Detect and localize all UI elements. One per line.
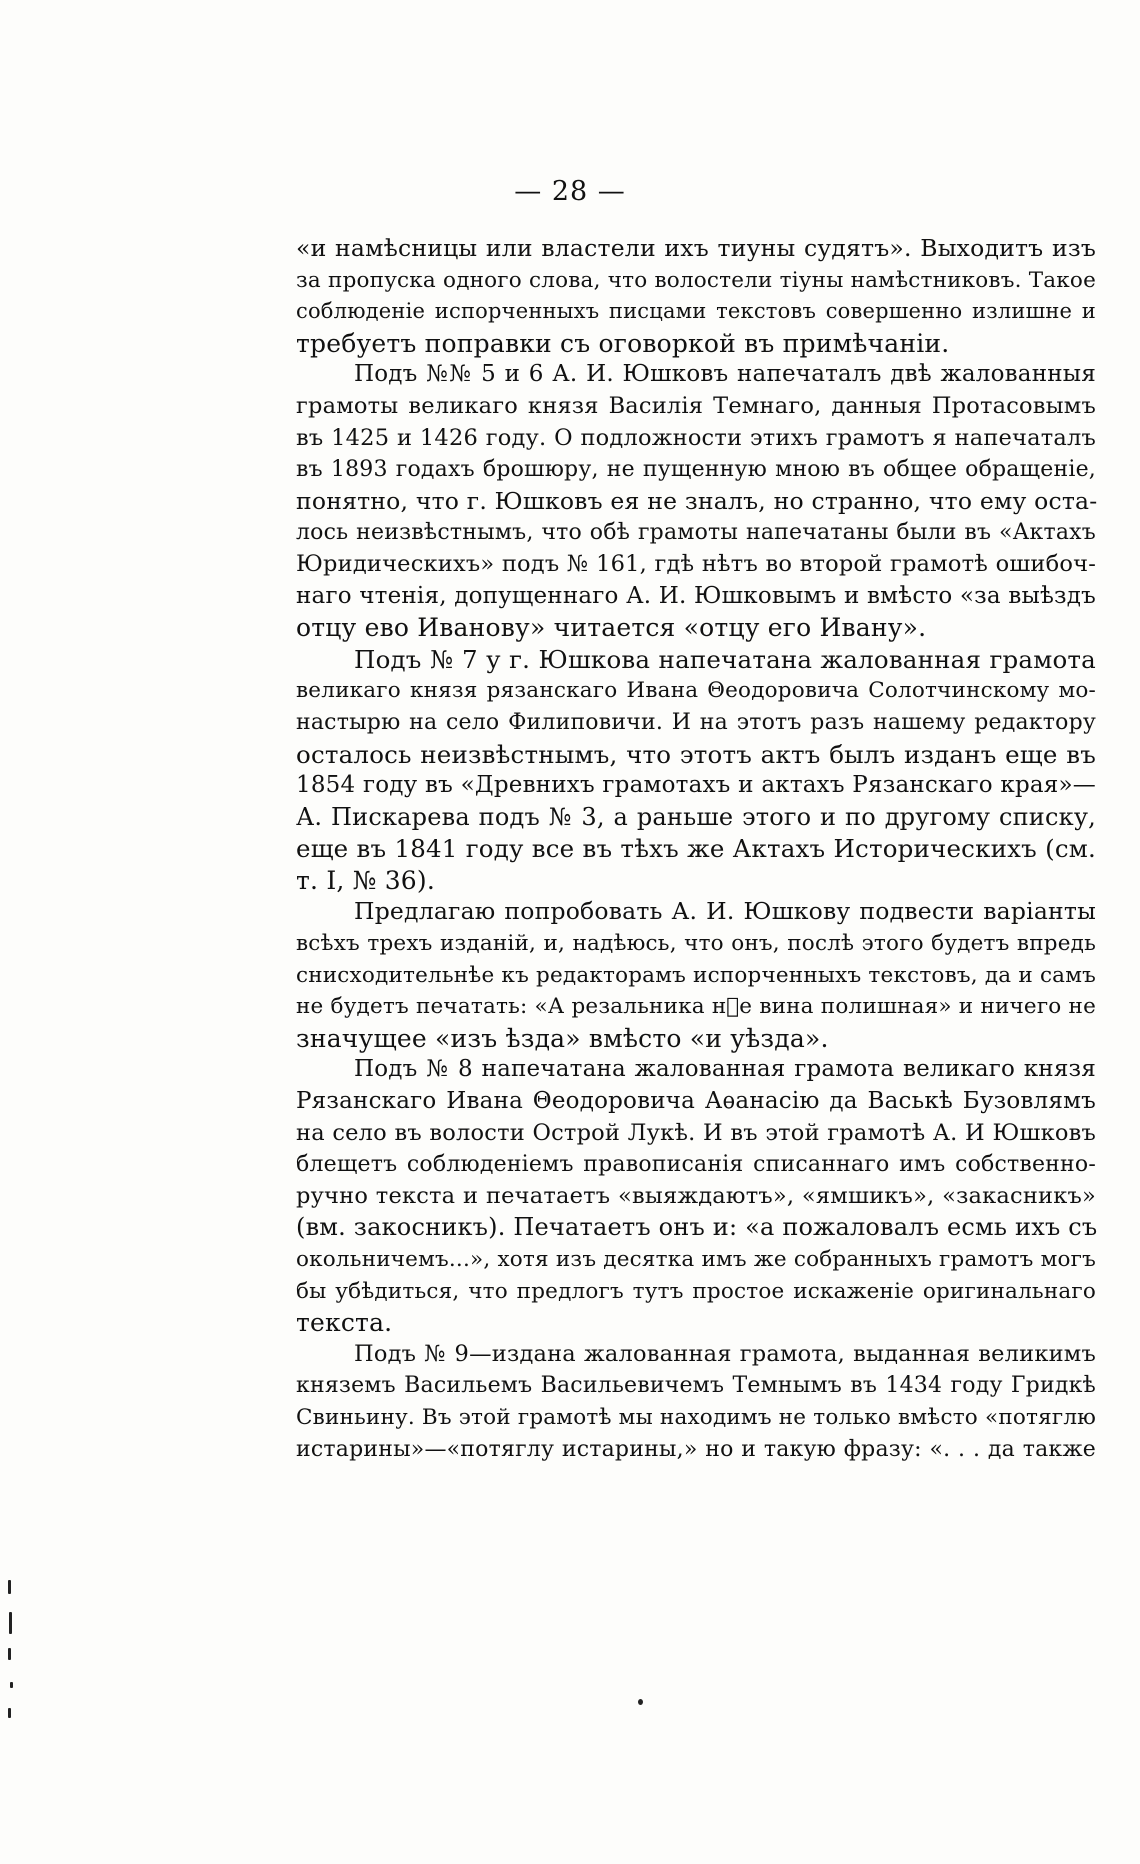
text-line: понятно, что г. Юшковъ ея не зналъ, но странно, что ему оста- (296, 486, 1098, 515)
page-number: — 28 — (514, 176, 626, 207)
scan-dot (638, 1699, 643, 1705)
scan-speck (8, 1580, 11, 1594)
scan-speck (8, 1708, 11, 1718)
text-line: А. Пискарева подъ № 3, а раньше этого и по другому списку, (296, 802, 1096, 831)
scan-speck (10, 1682, 13, 1688)
text-line: лось неизвѣстнымъ, что обѣ грамоты напечатаны были въ «Актахъ (296, 520, 1096, 546)
text-line: осталось неизвѣстнымъ, что этотъ актъ былъ изданъ еще въ (296, 739, 1096, 769)
text-line: еще въ 1841 году все въ тѣхъ же Актахъ Историческихъ (см. (296, 834, 1096, 864)
text-line: великаго князя рязанскаго Ивана Θеодоровича Солотчинскому мо- (296, 678, 1096, 704)
paragraph-start-line: Подъ № 7 у г. Юшкова напечатана жалованная грамота (354, 644, 1096, 674)
text-line: значущее «изъ ѣзда» вмѣсто «и уѣзда». (296, 1023, 829, 1053)
text-line: соблюденіе испорченныхъ писцами текстовъ совершенно излишне и (296, 299, 1096, 324)
text-line: 1854 году въ «Древнихъ грамотахъ и актахъ Рязанскаго края»— (296, 772, 1096, 799)
text-line: за пропуска одного слова, что волостели тіуны намѣстниковъ. Такое (296, 267, 1096, 293)
paragraph-start-line: Подъ №№ 5 и 6 А. И. Юшковъ напечаталъ двѣ жалованныя (354, 361, 1096, 388)
text-line: всѣхъ трехъ изданій, и, надѣюсь, что онъ, послѣ этого будетъ впредь (296, 931, 1096, 957)
text-line: въ 1893 годахъ брошюру, не пущенную мною въ общее обращеніе, (296, 457, 1096, 483)
text-line: ручно текста и печатаетъ «выяждаютъ», «ямшикъ», «закасникъ» (296, 1182, 1096, 1209)
scan-speck (9, 1612, 12, 1634)
text-line: въ 1425 и 1426 году. О подложности этихъ грамотъ я напечаталъ (296, 424, 1096, 451)
text-line: бы убѣдиться, что предлогъ тутъ простое искаженіе оригинальнаго (296, 1278, 1096, 1304)
text-line: настырю на село Филиповичи. И на этотъ разъ нашему редактору (296, 709, 1096, 735)
text-line: т. I, № 36). (296, 865, 436, 895)
text-line: требуетъ поправки съ оговоркой въ примѣчаніи. (296, 328, 950, 358)
text-line: Юридическихъ» подъ № 161, гдѣ нѣтъ во второй грамотѣ ошибоч- (296, 550, 1096, 577)
body-text (296, 233, 1096, 1465)
text-line: окольничемъ...», хотя изъ десятка имъ же собранныхъ грамотъ могъ (296, 1247, 1096, 1272)
text-line: Рязанскаго Ивана Θеодоровича Аѳанасію да Васькѣ Бузовлямъ (296, 1088, 1096, 1115)
text-line: не будетъ печатать: «А резальника н꙯е вина полишная» и ничего не (296, 994, 1096, 1020)
text-line: отцу ево Иванову» читается «отцу его Ивану». (296, 613, 927, 643)
paragraph-start-line: Подъ № 8 напечатана жалованная грамота великаго князя (354, 1056, 1096, 1083)
text-line: снисходительнѣе къ редакторамъ испорченныхъ текстовъ, да и самъ (296, 962, 1096, 988)
text-line: (вм. закосникъ). Печатаетъ онъ и: «а пожаловалъ есмь ихъ съ (296, 1213, 1098, 1242)
paragraph-start-line: Предлагаю попробовать А. И. Юшкову подвести варіанты (354, 897, 1096, 926)
paragraph-start-line: Подъ № 9—издана жалованная грамота, выданная великимъ (354, 1340, 1096, 1367)
text-line: Свиньину. Въ этой грамотѣ мы находимъ не только вмѣсто «потяглю (296, 1404, 1097, 1430)
text-line: истарины»—«потяглу истарины,» но и такую фразу: «. . . да также (296, 1436, 1096, 1462)
text-line: грамоты великаго князя Василія Темнаго, данныя Протасовымъ (296, 392, 1096, 419)
text-line: «и намѣсницы или властели ихъ тиуны судятъ». Выходитъ изъ (296, 234, 1096, 262)
text-line: на село въ волости Острой Лукѣ. И въ этой грамотѣ А. И Юшковъ (296, 1119, 1096, 1146)
text-line: блещетъ соблюденіемъ правописанія списаннаго имъ собственно- (296, 1152, 1096, 1178)
text-line: княземъ Васильемъ Васильевичемъ Темнымъ въ 1434 году Гридкѣ (296, 1373, 1096, 1399)
scan-speck (8, 1648, 11, 1660)
text-line: наго чтенія, допущеннаго А. И. Юшковымъ и вмѣсто «за выѣздъ (296, 582, 1096, 609)
text-line: текста. (296, 1308, 393, 1338)
